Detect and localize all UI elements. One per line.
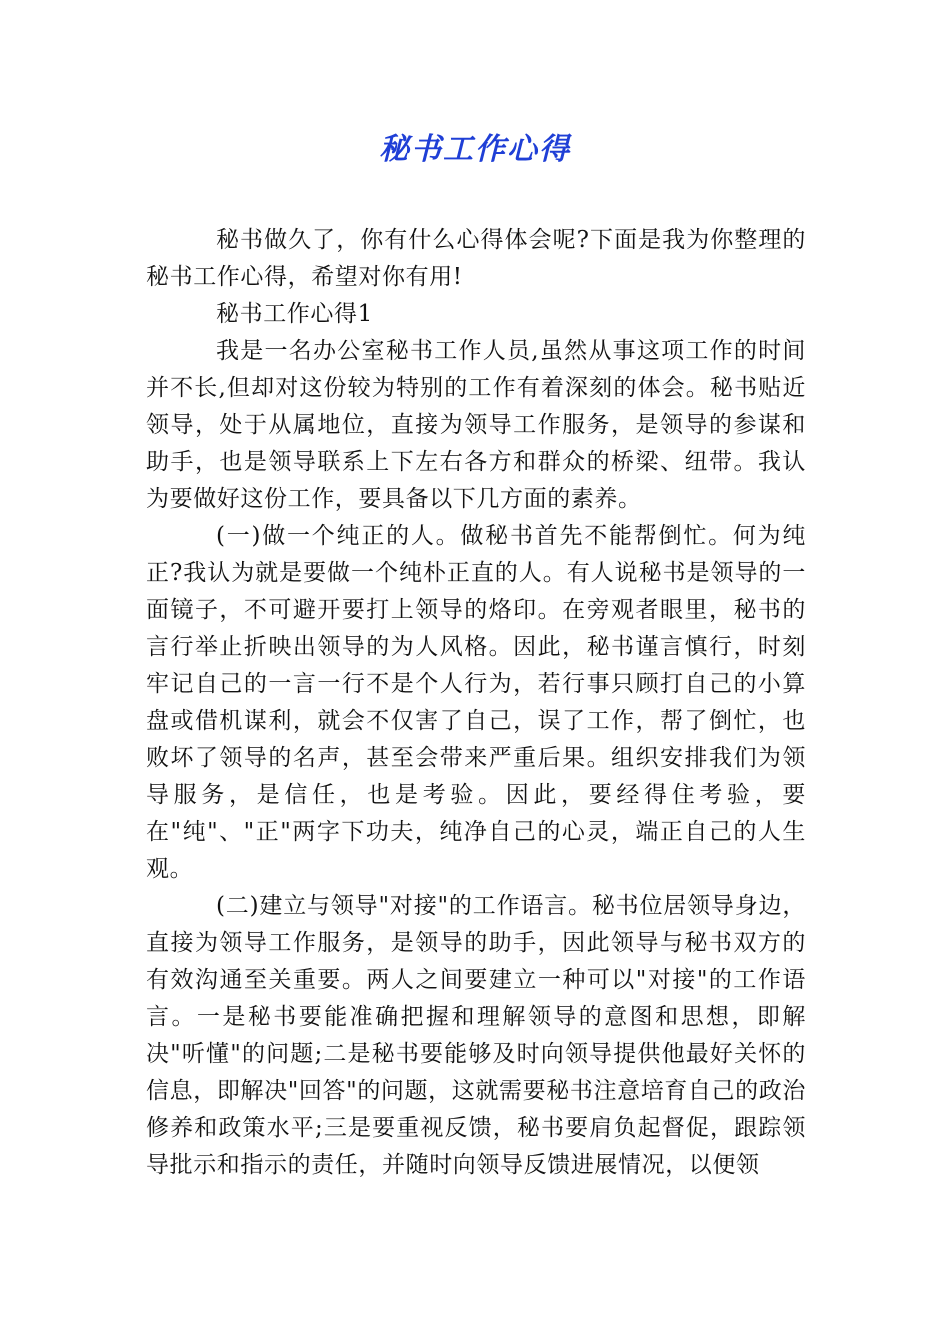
paragraph-intro: 秘书做久了，你有什么心得体会呢?下面是我为你整理的秘书工作心得，希望对你有用! <box>146 227 806 290</box>
paragraph-3: (二)建立与领导"对接"的工作语言。秘书位居领导身边，直接为领导工作服务，是领导的助手，因此领导与秘书双方的有效沟通至关重要。两人之间要建立一种可以"对接"的工作语言。一是秘书要能准确把握和理解领导的意图和思想，即解决"听懂"的问题;二是秘书要能够及时向领导提供他最好关怀的信息，即解决"回答"的问题，这就需要秘书注意培育自己的政治修养和政策水平;三是要重视反馈，秘书要肩负起督促，跟踪领导批示和指示的责任，并随时向领导反馈进展情况，以便领 <box>146 893 806 1178</box>
paragraph-1: 我是一名办公室秘书工作人员,虽然从事这项工作的时间并不长,但却对这份较为特别的工作有着深刻的体会。秘书贴近领导，处于从属地位，直接为领导工作服务，是领导的参谋和助手，也是领导联系上下左右各方和群众的桥梁、纽带。我认为要做好这份工作，要具备以下几方面的素养。 <box>146 338 806 512</box>
document-body <box>146 222 806 1184</box>
section-heading-1: 秘书工作心得1 <box>216 301 373 327</box>
document-title: 秘书工作心得 <box>379 132 571 167</box>
paragraph-2: (一)做一个纯正的人。做秘书首先不能帮倒忙。何为纯正?我认为就是要做一个纯朴正直的人。有人说秘书是领导的一面镜子，不可避开要打上领导的烙印。在旁观者眼里，秘书的言行举止折映出领导的为人风格。因此，秘书谨言慎行，时刻牢记自己的一言一行不是个人行为，若行事只顾打自己的小算盘或借机谋利，就会不仅害了自己，误了工作，帮了倒忙，也败坏了领导的名声，甚至会带来严重后果。组织安排我们为领导服务，是信任，也是考验。因此，要经得住考验，要在"纯"、"正"两字下功夫，纯净自己的心灵，端正自己的人生观。 <box>146 523 806 882</box>
